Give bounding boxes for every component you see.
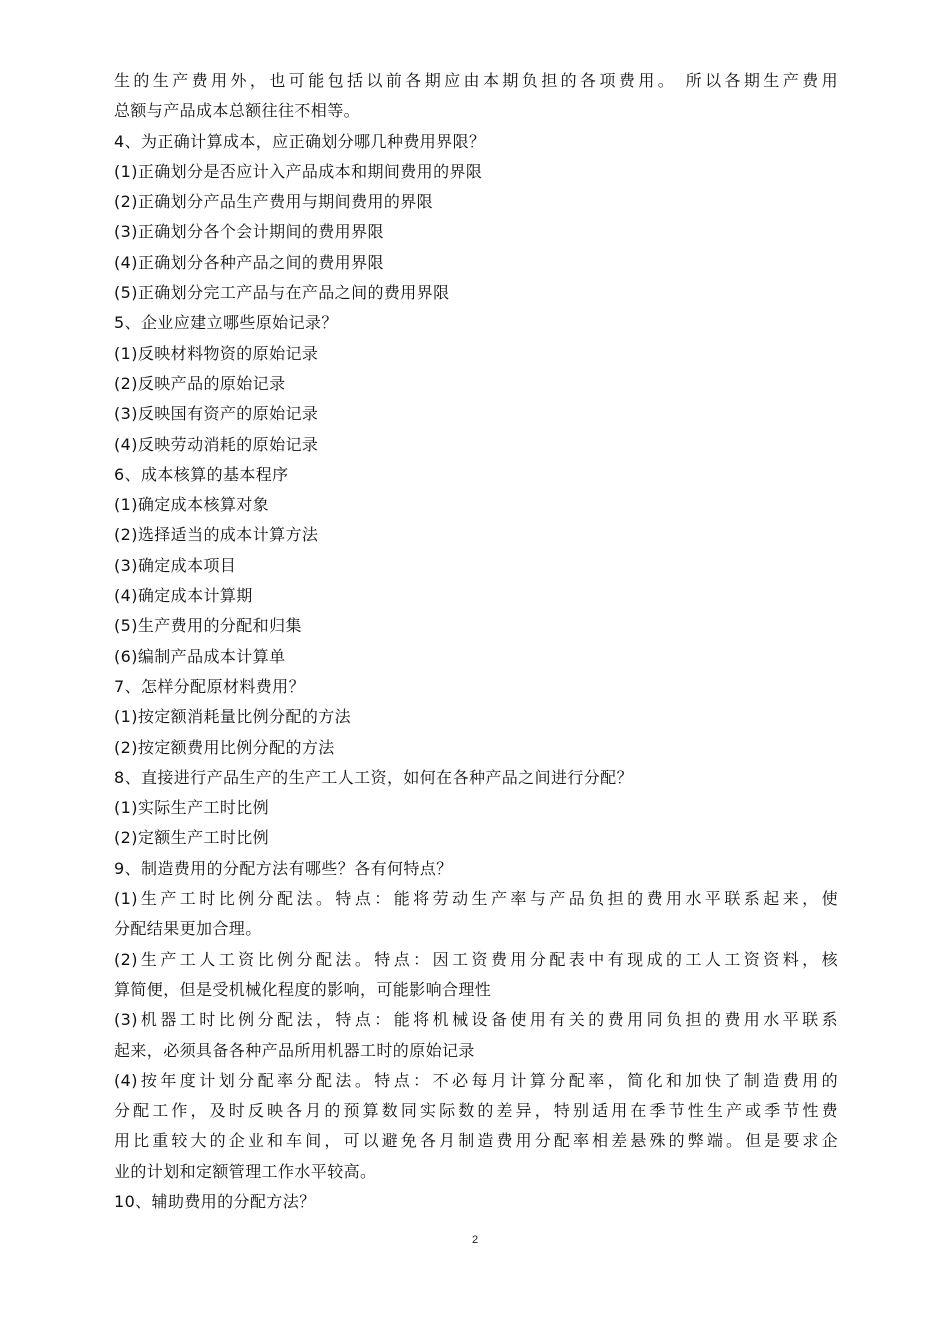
text-line: (4)按年度计划分配率分配法。特点：不必每月计算分配率，简化和加快了制造费用的 bbox=[114, 1070, 838, 1090]
text-line: 分配工作，及时反映各月的预算数同实际数的差异，特别适用在季节性生产或季节性费 bbox=[114, 1101, 838, 1121]
body-text bbox=[114, 66, 838, 1217]
text-line: (4)确定成本计算期 bbox=[114, 586, 253, 606]
text-line: (1)实际生产工时比例 bbox=[114, 798, 270, 818]
text-line: 4、为正确计算成本，应正确划分哪几种费用界限？ bbox=[114, 131, 486, 151]
text-line: 分配结果更加合理。 bbox=[114, 919, 262, 939]
text-line: 总额与产品成本总额往往不相等。 bbox=[114, 101, 361, 121]
text-line: (5)正确划分完工产品与在产品之间的费用界限 bbox=[114, 283, 450, 303]
text-line: (3)确定成本项目 bbox=[114, 555, 237, 575]
text-line: (1)按定额消耗量比例分配的方法 bbox=[114, 707, 352, 727]
text-line: 起来，必须具备各种产品所用机器工时的原始记录 bbox=[114, 1040, 475, 1060]
text-line: 生的生产费用外，也可能包括以前各期应由本期负担的各项费用。 所以各期生产费用 bbox=[114, 71, 838, 90]
text-line: (4)反映劳动消耗的原始记录 bbox=[114, 434, 319, 454]
text-line: 7、怎样分配原材料费用？ bbox=[114, 676, 305, 696]
text-line: 6、成本核算的基本程序 bbox=[114, 464, 289, 484]
text-line: 10、辅助费用的分配方法？ bbox=[114, 1191, 316, 1211]
text-line: 算简便，但是受机械化程度的影响，可能影响合理性 bbox=[114, 979, 492, 999]
text-line: (1)确定成本核算对象 bbox=[114, 495, 270, 515]
text-line: 用比重较大的企业和车间，可以避免各月制造费用分配率相差悬殊的弊端。但是要求企 bbox=[114, 1131, 838, 1151]
text-line: (3)正确划分各个会计期间的费用界限 bbox=[114, 222, 384, 242]
text-line: 5、企业应建立哪些原始记录？ bbox=[114, 313, 338, 333]
text-line: (1)生产工时比例分配法。特点：能将劳动生产率与产品负担的费用水平联系起来，使 bbox=[114, 889, 838, 909]
text-line: (1)反映材料物资的原始记录 bbox=[114, 343, 319, 363]
text-line: 8、直接进行产品生产的生产工人工资，如何在各种产品之间进行分配？ bbox=[114, 767, 633, 787]
text-line: (2)生产工人工资比例分配法。特点：因工资费用分配表中有现成的工人工资资料，核 bbox=[114, 949, 838, 969]
text-line: (2)反映产品的原始记录 bbox=[114, 373, 286, 393]
text-line: 9、制造费用的分配方法有哪些？各有何特点？ bbox=[114, 858, 453, 878]
text-line: (2)选择适当的成本计算方法 bbox=[114, 525, 319, 545]
text-line: (2)正确划分产品生产费用与期间费用的界限 bbox=[114, 192, 434, 212]
page-number: 2 bbox=[471, 1234, 479, 1246]
text-line: (1)正确划分是否应计入产品成本和期间费用的界限 bbox=[114, 161, 483, 181]
text-line: (3)机器工时比例分配法，特点：能将机械设备使用有关的费用同负担的费用水平联系 bbox=[114, 1010, 838, 1030]
text-line: (3)反映国有资产的原始记录 bbox=[114, 404, 319, 424]
text-line: (2)按定额费用比例分配的方法 bbox=[114, 737, 335, 757]
text-line: (6)编制产品成本计算单 bbox=[114, 646, 286, 666]
text-line: (4)正确划分各种产品之间的费用界限 bbox=[114, 252, 384, 272]
text-line: (5)生产费用的分配和归集 bbox=[114, 616, 302, 636]
text-line: (2)定额生产工时比例 bbox=[114, 828, 270, 848]
text-line: 业的计划和定额管理工作水平较高。 bbox=[114, 1161, 377, 1181]
